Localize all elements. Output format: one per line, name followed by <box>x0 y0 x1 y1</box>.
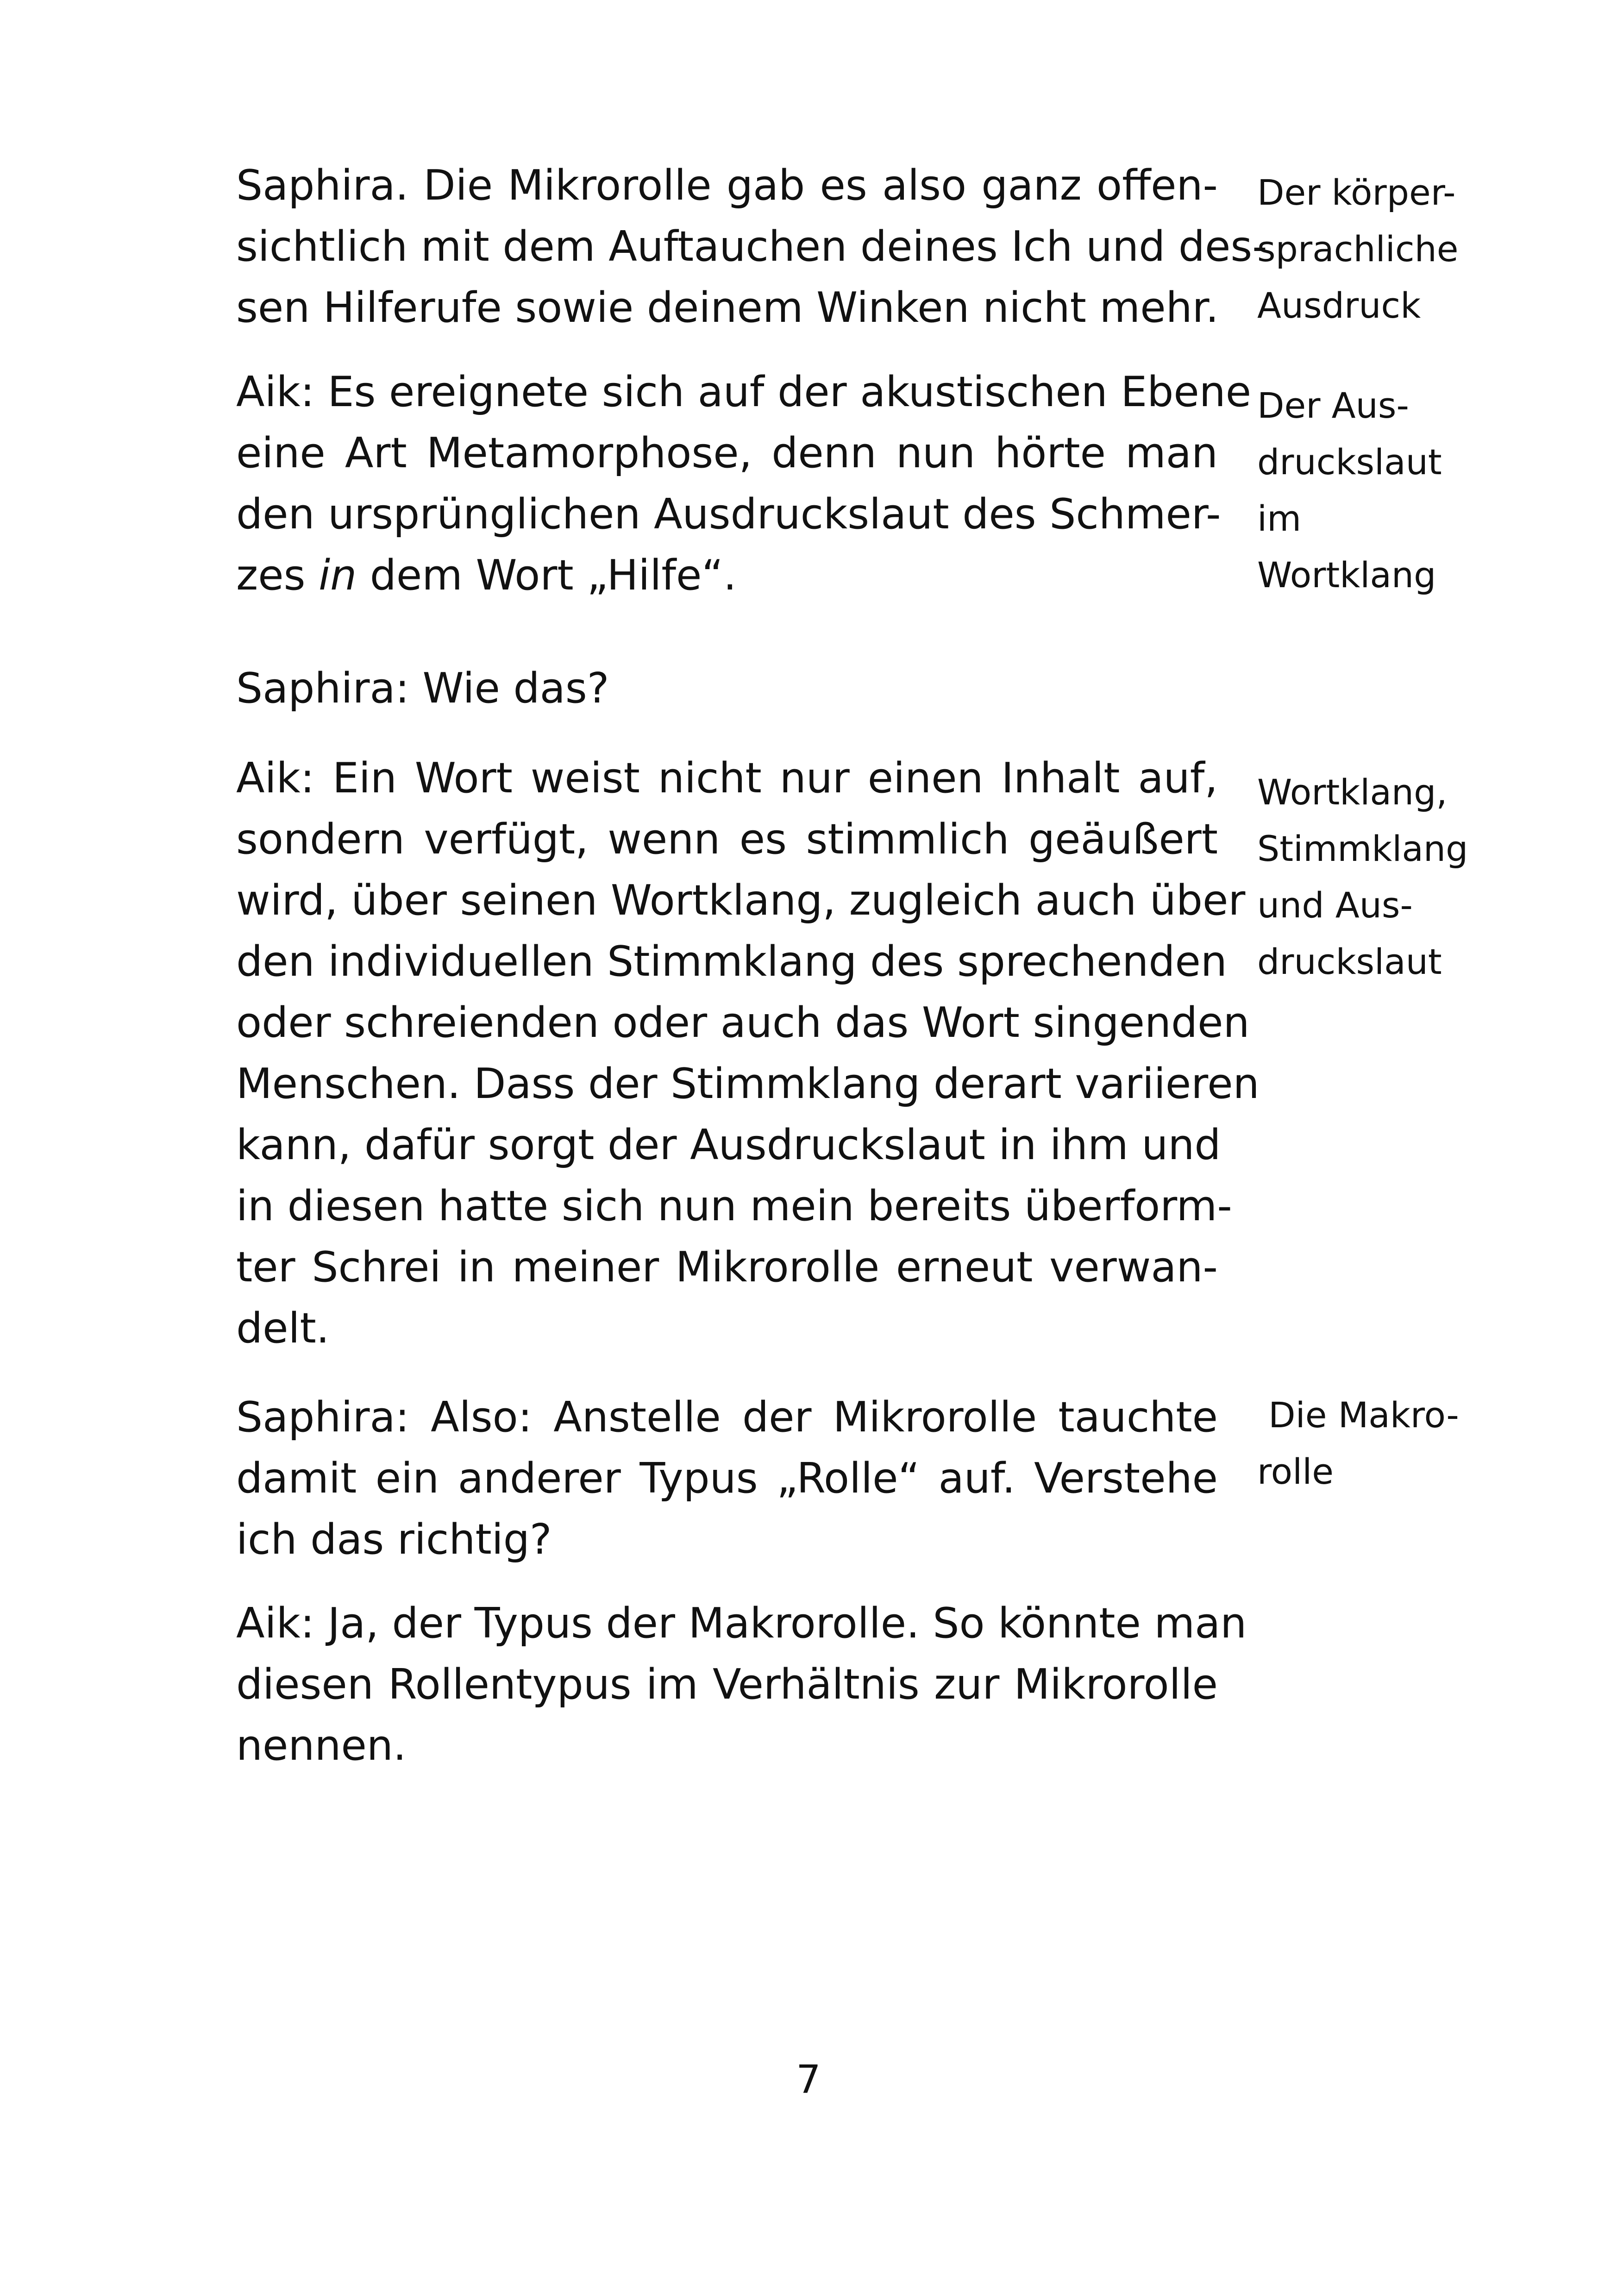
margin-note-1 <box>1257 164 1517 334</box>
text-line: damit ein anderer Typus „Rolle“ auf. Verstehe <box>236 1454 1218 1503</box>
text-line: sen Hilferufe sowie deinem Winken nicht mehr. <box>236 283 1219 332</box>
margin-note-line: Ausdruck <box>1257 285 1421 326</box>
text-line: den individuellen Stimmklang des sprechenden <box>236 937 1227 986</box>
margin-note-line: im <box>1257 498 1302 539</box>
paragraph-1 <box>236 155 1267 339</box>
page-number: 7 <box>796 2057 821 2102</box>
margin-note-line: Die Makro- <box>1257 1394 1459 1436</box>
text-line: nennen. <box>236 1721 407 1770</box>
text-line: diesen Rollentypus im Verhältnis zur Mikrorolle <box>236 1660 1218 1709</box>
margin-note-line: rolle <box>1257 1451 1334 1492</box>
margin-note-line: und Aus- <box>1257 885 1413 926</box>
text-line: kann, dafür sorgt der Ausdruckslaut in ihm und <box>236 1121 1221 1169</box>
paragraph-2 <box>236 362 1252 606</box>
text-line: Saphira. Die Mikrorolle gab es also ganz offen- <box>236 161 1218 210</box>
text-line: Menschen. Dass der Stimmklang derart variieren <box>236 1060 1260 1108</box>
text-fragment: dem Wort „Hilfe“. <box>357 551 737 600</box>
text-line: oder schreienden oder auch das Wort singenden <box>236 998 1250 1047</box>
emphasis-text: in <box>319 551 357 600</box>
margin-note-line: druckslaut <box>1257 941 1442 982</box>
text-line: in diesen hatte sich nun mein bereits überform- <box>236 1182 1232 1230</box>
text-line: ich das richtig? <box>236 1515 552 1564</box>
paragraph-6 <box>236 1593 1247 1776</box>
margin-note-line: Stimmklang <box>1257 828 1468 869</box>
margin-note-line: Wortklang, <box>1257 772 1448 813</box>
margin-note-line: druckslaut <box>1257 441 1442 483</box>
text-line: Saphira: Wie das? <box>236 664 609 713</box>
margin-note-4 <box>1257 1387 1517 1500</box>
paragraph-5 <box>236 1387 1218 1570</box>
paragraph-4 <box>236 748 1260 1359</box>
text-line: Aik: Ein Wort weist nicht nur einen Inhalt auf, <box>236 754 1218 803</box>
text-line: delt. <box>236 1304 330 1353</box>
text-line: Aik: Ja, der Typus der Makrorolle. So könnte man <box>236 1599 1247 1648</box>
margin-note-3 <box>1257 764 1517 990</box>
text-line: ter Schrei in meiner Mikrorolle erneut verwan- <box>236 1243 1218 1292</box>
paragraph-3 <box>236 658 1218 719</box>
text-line: sichtlich mit dem Auftauchen deines Ich und des- <box>236 222 1267 271</box>
text-line: Saphira: Also: Anstelle der Mikrorolle tauchte <box>236 1393 1218 1442</box>
text-line: eine Art Metamorphose, denn nun hörte man <box>236 429 1218 477</box>
margin-note-line: Der Aus- <box>1257 385 1409 426</box>
margin-note-line: Der körper- <box>1257 172 1456 213</box>
text-line: Aik: Es ereignete sich auf der akustischen Ebene <box>236 368 1252 416</box>
text-line <box>236 545 1218 606</box>
margin-note-line: sprachliche <box>1257 228 1459 270</box>
margin-note-2 <box>1257 377 1517 603</box>
text-line: wird, über seinen Wortklang, zugleich auch über <box>236 876 1246 925</box>
text-line: sondern verfügt, wenn es stimmlich geäußert <box>236 815 1218 864</box>
text-line: den ursprünglichen Ausdruckslaut des Schmer- <box>236 490 1221 539</box>
margin-note-line: Wortklang <box>1257 554 1436 596</box>
text-fragment: zes <box>236 551 319 600</box>
